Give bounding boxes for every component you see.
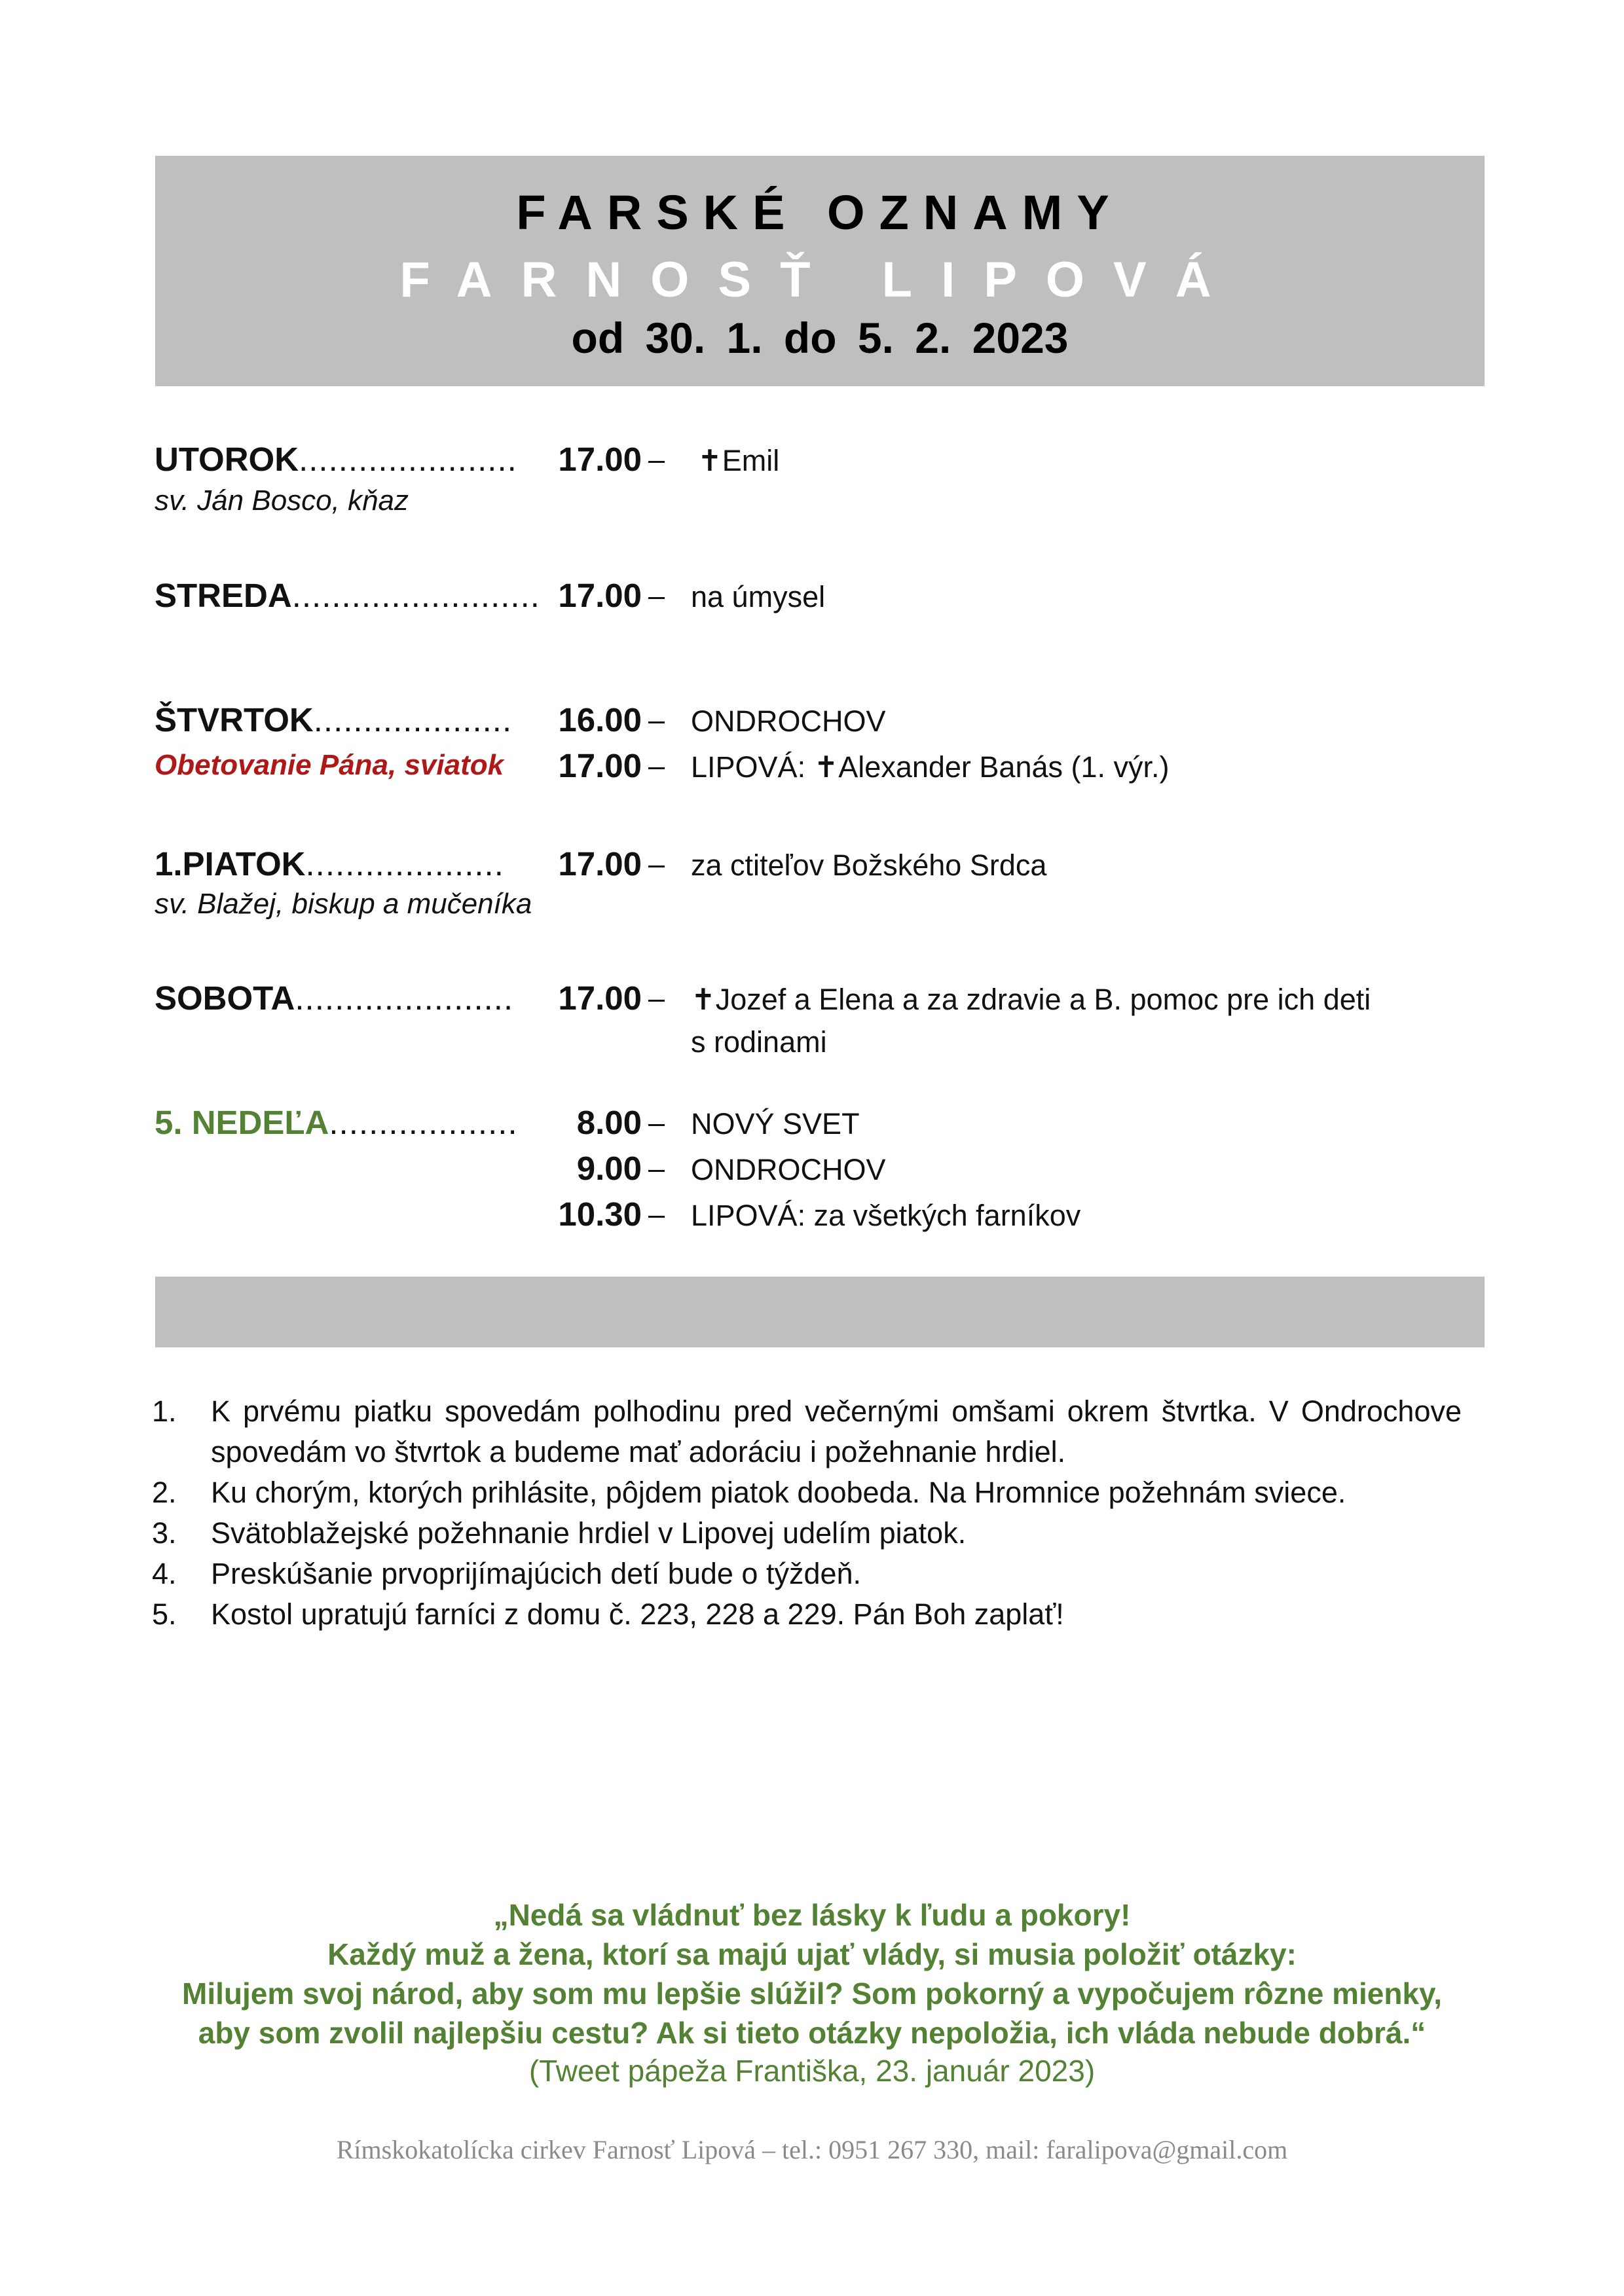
dash: – xyxy=(648,981,665,1015)
item-number: 5. xyxy=(152,1597,177,1631)
list-item xyxy=(152,1472,1462,1513)
mass-time: 17.00 xyxy=(558,441,642,478)
day-label: UTOROK xyxy=(155,441,299,478)
mass-intention: LIPOVÁ: za všetkých farníkov xyxy=(691,1199,1081,1232)
item-number: 1. xyxy=(152,1394,177,1428)
quote-line: aby som zvolil najlepšiu cestu? Ak si tieto otázky nepoložia, ich vláda nebude dobrá.“ xyxy=(198,2016,1426,2050)
day-sunday xyxy=(155,1103,518,1142)
item-number: 2. xyxy=(152,1476,177,1509)
dot-leader: .................... xyxy=(313,701,513,738)
mass-time: 17.00 xyxy=(558,979,642,1017)
list-item xyxy=(152,1554,1462,1594)
day-label: SOBOTA xyxy=(155,979,295,1017)
list-item xyxy=(152,1594,1462,1635)
mass-time: 8.00 xyxy=(576,1104,642,1141)
item-text: Preskúšanie prvoprijímajúcich detí bude o týždeň. xyxy=(211,1557,862,1590)
day-label: STREDA xyxy=(155,577,292,614)
pope-quote xyxy=(131,1895,1493,2052)
mass-time: 17.00 xyxy=(558,747,642,784)
day-label: 1.PIATOK xyxy=(155,845,306,883)
mass-intention: ✝Emil xyxy=(697,444,780,477)
dot-leader: ...................... xyxy=(295,979,514,1017)
day-friday xyxy=(155,845,504,883)
section-divider-bar xyxy=(155,1277,1485,1347)
parish-name: FARNOSŤ LIPOVÁ xyxy=(399,252,1240,308)
item-number: 3. xyxy=(152,1516,177,1550)
mass-intention: za ctiteľov Božského Srdca xyxy=(691,848,1047,882)
dot-leader: ...................... xyxy=(299,441,517,478)
list-item xyxy=(152,1391,1462,1472)
day-label: 5. NEDEĽA xyxy=(155,1104,329,1141)
day-saturday xyxy=(155,979,513,1017)
day-tuesday xyxy=(155,440,517,479)
footer-contact: Rímskokatolícka cirkev Farnosť Lipová – tel.: 0951 267 330, mail: faralipova@gmail.com xyxy=(336,2135,1288,2164)
item-text: K prvému piatku spovedám polhodinu pred večernými omšami okrem štvrtka. V Ondrochove spovedám vo štvrtok a budeme mať adoráciu i požehnanie hrdiel. xyxy=(211,1394,1462,1468)
mass-intention-continued: s rodinami xyxy=(691,1025,827,1059)
mass-time: 17.00 xyxy=(558,845,642,883)
mass-time: 17.00 xyxy=(558,577,642,614)
mass-intention: na úmysel xyxy=(691,580,826,613)
announcements-list xyxy=(152,1391,1462,1635)
page-title: FARSKÉ OZNAMY xyxy=(516,185,1124,240)
dash: – xyxy=(648,443,665,476)
dash: – xyxy=(648,749,665,782)
day-wednesday xyxy=(155,576,540,615)
dash: – xyxy=(648,1197,665,1231)
item-number: 4. xyxy=(152,1557,177,1590)
mass-time: 16.00 xyxy=(558,701,642,738)
mass-intention: ONDROCHOV xyxy=(691,1153,886,1186)
dash: – xyxy=(648,847,665,881)
mass-intention: LIPOVÁ: ✝Alexander Banás (1. výr.) xyxy=(691,750,1170,784)
quote-line: „Nedá sa vládnuť bez lásky k ľudu a pokory! xyxy=(493,1898,1131,1932)
saint-of-day: sv. Blažej, biskup a mučeníka xyxy=(155,888,532,920)
item-text: Svätoblažejské požehnanie hrdiel v Lipovej udelím piatok. xyxy=(211,1516,967,1550)
dot-leader: ......................... xyxy=(291,577,540,614)
dash: – xyxy=(648,579,665,612)
feast-label: Obetovanie Pána, sviatok xyxy=(155,749,504,781)
mass-time: 9.00 xyxy=(576,1150,642,1187)
quote-source: (Tweet pápeža Františka, 23. január 2023) xyxy=(528,2054,1096,2088)
quote-line: Milujem svoj národ, aby som mu lepšie slúžil? Som pokorný a vypočujem rôzne mienky, xyxy=(182,1977,1442,2011)
item-text: Ku chorým, ktorých prihlásite, pôjdem piatok doobeda. Na Hromnice požehnám sviece. xyxy=(211,1476,1346,1509)
list-item xyxy=(152,1513,1462,1554)
mass-intention: NOVÝ SVET xyxy=(691,1107,860,1140)
mass-intention: ✝Jozef a Elena a za zdravie a B. pomoc pre ich deti xyxy=(691,983,1371,1016)
saint-of-day: sv. Ján Bosco, kňaz xyxy=(155,484,409,517)
date-range: od 30. 1. do 5. 2. 2023 xyxy=(571,314,1069,362)
dash: – xyxy=(648,1152,665,1185)
dot-leader: .................... xyxy=(305,845,504,883)
day-label: ŠTVRTOK xyxy=(155,701,314,738)
item-text: Kostol upratujú farníci z domu č. 223, 228 a 229. Pán Boh zaplať! xyxy=(211,1597,1064,1631)
mass-time: 10.30 xyxy=(558,1195,642,1233)
dash: – xyxy=(648,703,665,737)
dash: – xyxy=(648,1106,665,1139)
quote-line: Každý muž a žena, ktorí sa majú ujať vlády, si musia položiť otázky: xyxy=(327,1937,1297,1971)
dot-leader: ................... xyxy=(329,1104,518,1141)
day-thursday xyxy=(155,701,512,739)
header-banner xyxy=(155,156,1485,386)
mass-intention: ONDROCHOV xyxy=(691,704,886,738)
